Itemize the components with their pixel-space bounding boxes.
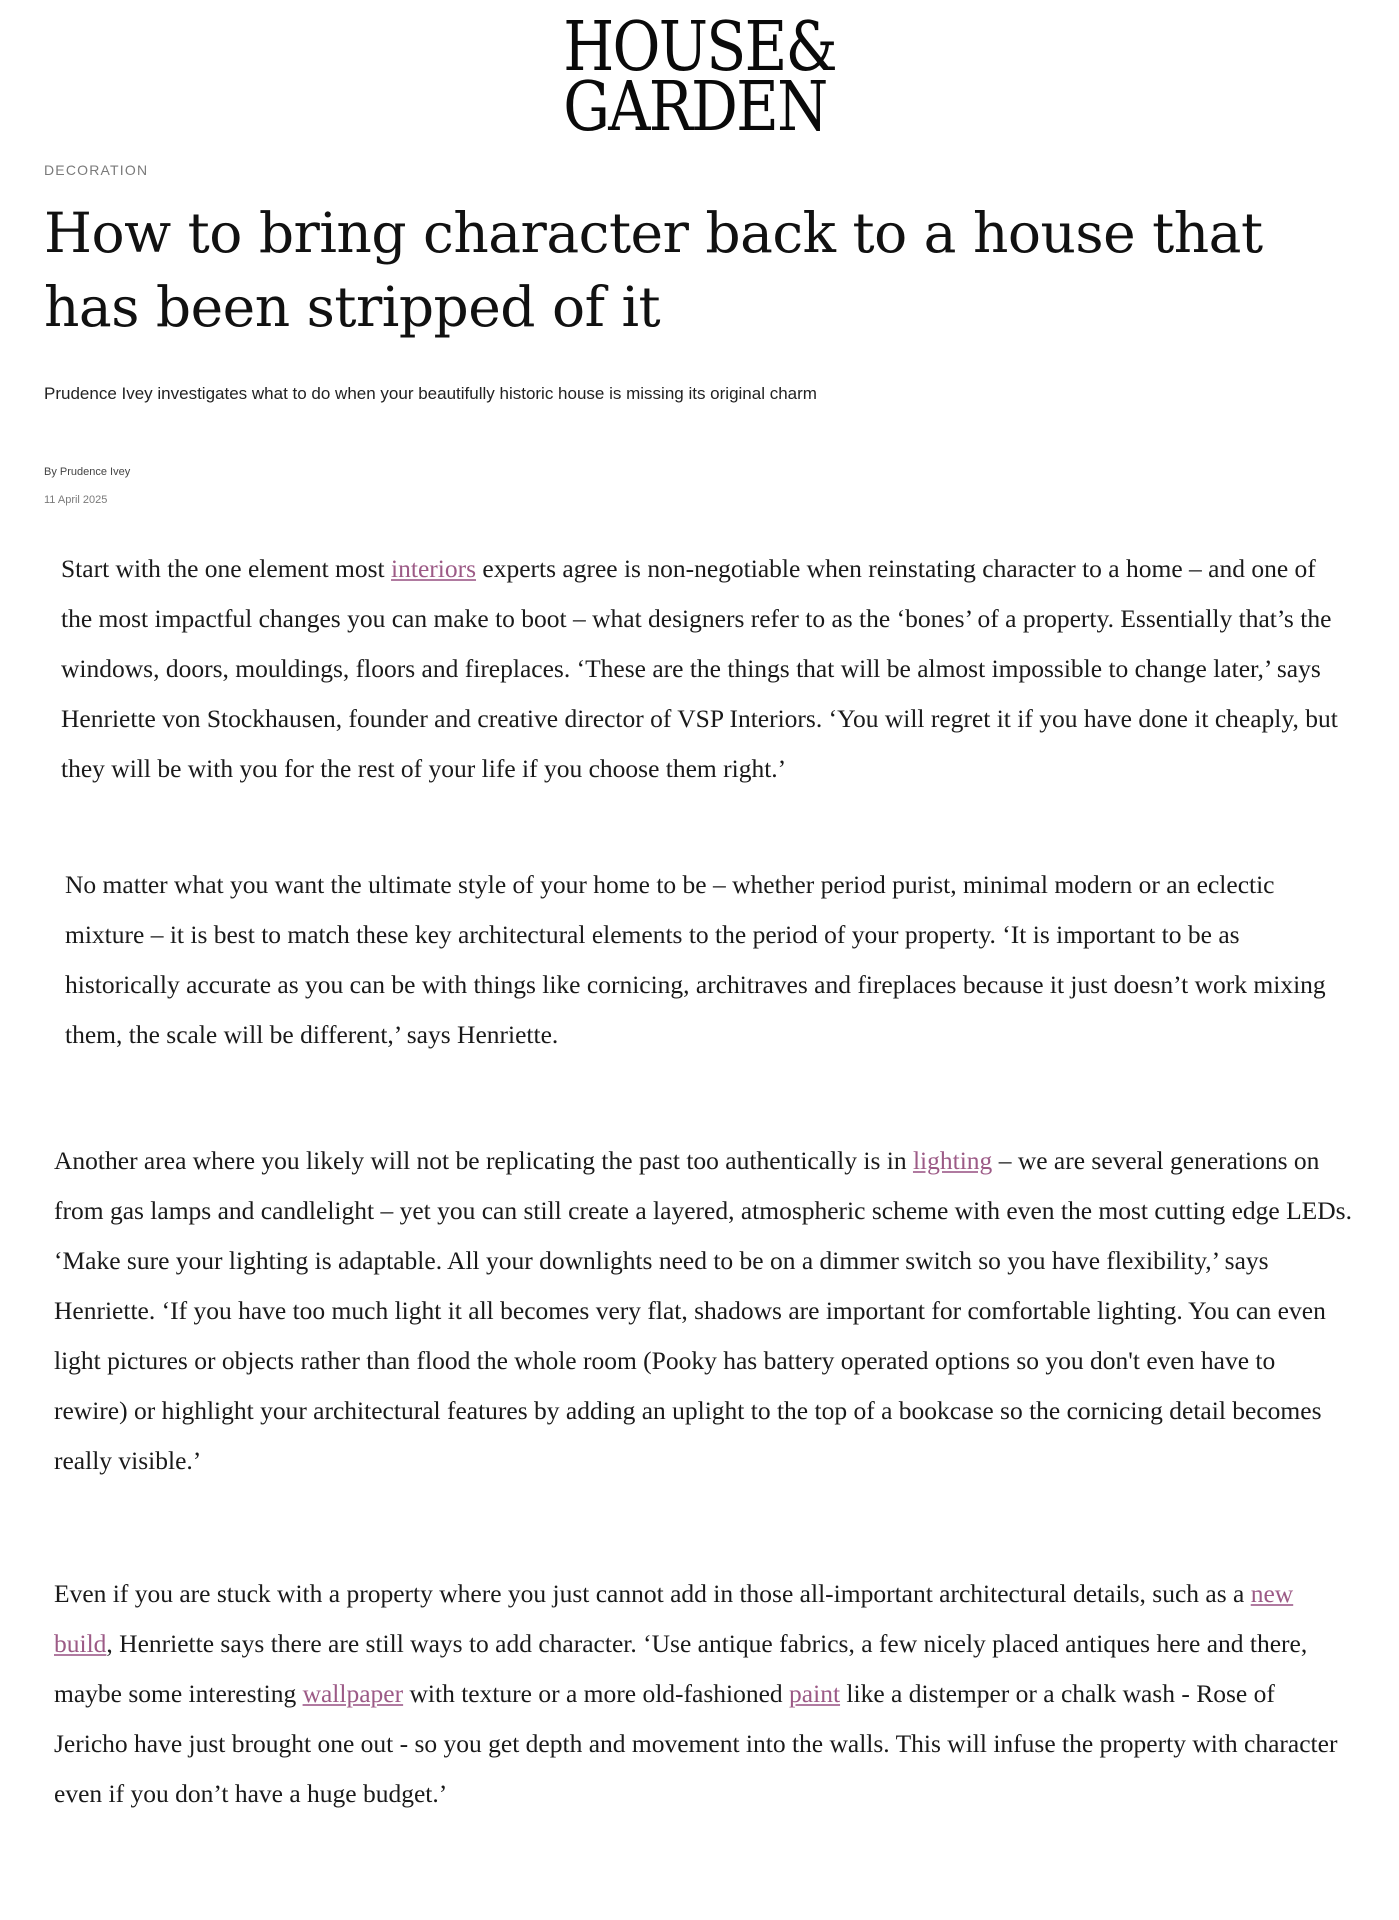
masthead: [0, 8, 1399, 147]
body-paragraph-2: [65, 860, 1350, 1060]
body-paragraph-1: [61, 544, 1351, 794]
p4-text-3: with texture or a more old-fashioned: [403, 1679, 790, 1708]
link-new-build[interactable]: new build: [54, 1579, 1294, 1658]
logo-line-2: GARDEN: [563, 68, 827, 147]
p3-text-1: Another area where you likely will not be replicating the past too authentically is in: [54, 1146, 913, 1175]
byline-block: [44, 458, 130, 514]
body-paragraph-4: [54, 1569, 1354, 1819]
article-dek: Prudence Ivey investigates what to do when your beautifully historic house is missing its original charm: [44, 384, 817, 403]
link-paint[interactable]: paint: [789, 1679, 841, 1708]
category-label[interactable]: DECORATION: [44, 162, 149, 178]
p2-text: No matter what you want the ultimate style of your home to be – whether period purist, minimal modern or an eclectic mixture – it is best to match these key architectural elements to the period of your property. ‘It is important to be as historically accurate as you can be with things like cornicing, architraves and fireplaces because it just doesn’t work mixing them, the scale will be different,’ says Henriette.: [65, 870, 1326, 1049]
link-wallpaper[interactable]: wallpaper: [302, 1679, 404, 1708]
publish-date: 11 April 2025: [44, 494, 108, 506]
p4-text-2: , Henriette says there are still ways to add character. ‘Use antique fabrics, a few nicely placed antiques here and there, maybe some interesting: [54, 1629, 1308, 1708]
p3-text-2: – we are several generations on from gas lamps and candlelight – yet you can still create a layered, atmospheric scheme with even the most cutting edge LEDs. ‘Make sure your lighting is adaptable. All your downlights need to be on a dimmer switch so you have flexibility,’ says Henriette. ‘If you have too much light it all becomes very flat, shadows are important for comfortable lighting. You can even light pictures or objects rather than flood the whole room (Pooky has battery operated options so you don't even have to rewire) or highlight your architectural features by adding an uplight to the top of a bookcase so the cornicing detail becomes really visible.’: [54, 1146, 1352, 1475]
byline-author[interactable]: By Prudence Ivey: [44, 466, 131, 478]
p1-text-1: Start with the one element most: [61, 554, 392, 583]
p1-text-2: experts agree is non-negotiable when reinstating character to a home – and one of the most impactful changes you can make to boot – what designers refer to as the ‘bones’ of a property. Essentially that’s the windows, doors, mouldings, floors and fireplaces. ‘These are the things that will be almost impossible to change later,’ says Henriette von Stockhausen, founder and creative director of VSP Interiors. ‘You will regret it if you have done it cheaply, but they will be with you for the rest of your life if you choose them right.’: [61, 554, 1338, 783]
link-interiors[interactable]: interiors: [391, 554, 477, 583]
article-headline: How to bring character back to a house that has been stripped of it: [44, 201, 1263, 339]
p4-text-4: like a distemper or a chalk wash - Rose of Jericho have just brought one out - so you get depth and movement into the walls. This will infuse the property with character even if you don’t have a huge budget.’: [54, 1679, 1338, 1808]
logo-line-1: HOUSE&: [563, 8, 836, 87]
body-paragraph-3: [54, 1136, 1354, 1486]
link-lighting[interactable]: lighting: [912, 1146, 993, 1175]
house-and-garden-logo[interactable]: [563, 8, 836, 147]
p4-text-1: Even if you are stuck with a property where you just cannot add in those all-important architectural details, such as a: [54, 1579, 1251, 1608]
